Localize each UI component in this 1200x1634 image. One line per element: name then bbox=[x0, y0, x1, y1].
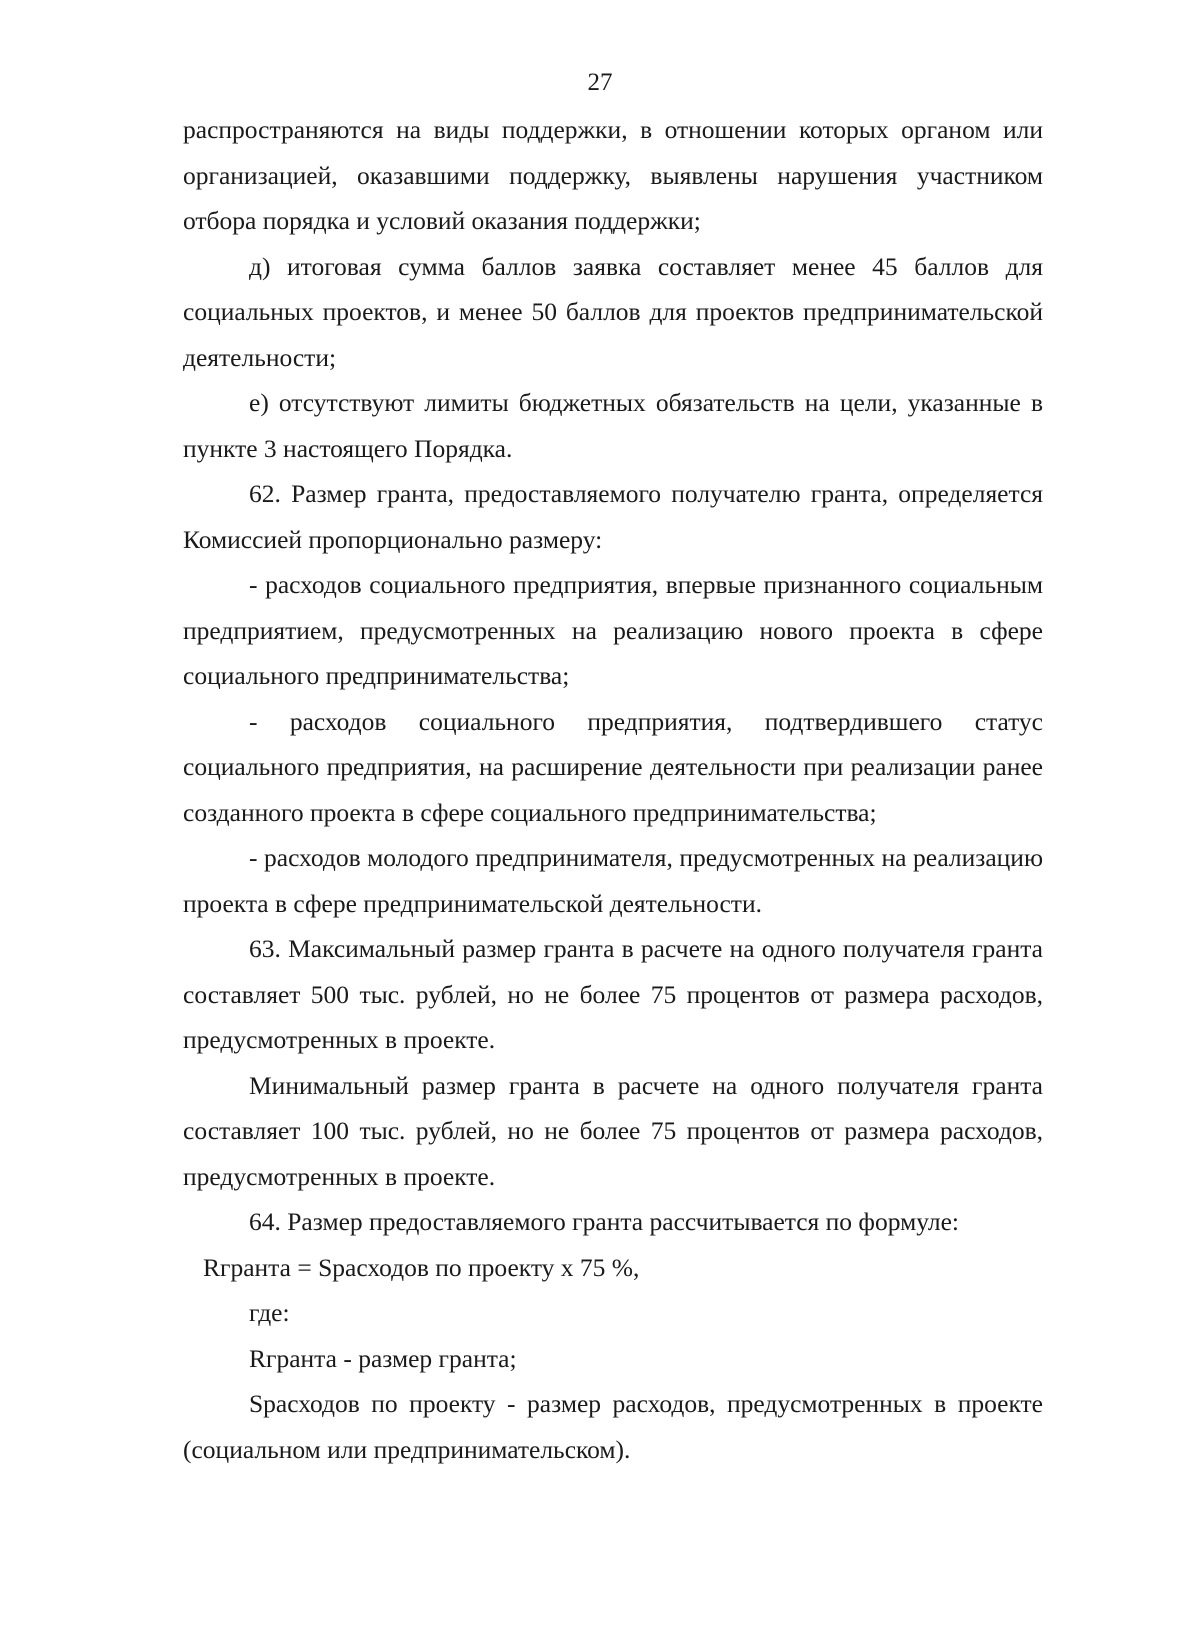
list-item-social-confirmed: - расходов социального предприятия, подтвердившего статус социального предприятия, на расширение деятельности при реализации ранее созданного проекта в сфере социального предпринимательства; bbox=[183, 706, 1043, 827]
paragraph-continuation: распространяются на виды поддержки, в отношении которых органом или организацией, оказавшими поддержку, выявлены нарушения участником отбора порядка и условий оказания поддержки; bbox=[183, 115, 1043, 235]
paragraph-minimum-grant: Минимальный размер гранта в расчете на одного получателя гранта составляет 100 тыс. рублей, но не более 75 процентов от размера расходов, предусмотренных в проекте. bbox=[183, 1070, 1043, 1191]
paragraph-r-definition: Rгранта - размер гранта; bbox=[249, 1343, 517, 1373]
list-item-social-new: - расходов социального предприятия, впервые признанного социальным предприятием, предусмотренных на реализацию нового проекта в сфере социального предпринимательства; bbox=[183, 570, 1043, 690]
paragraph-64: 64. Размер предоставляемого гранта рассчитывается по формуле: bbox=[249, 1207, 959, 1236]
paragraph-63: 63. Максимальный размер гранта в расчете на одного получателя гранта составляет 500 тыс. рублей, но не более 75 процентов от размера расходов, предусмотренных в проекте. bbox=[183, 934, 1043, 1054]
page-number: 27 bbox=[587, 69, 613, 96]
paragraph-s-definition: Sрасходов по проекту - размер расходов, предусмотренных в проекте (социальном или предпринимательском). bbox=[183, 1389, 1043, 1464]
paragraph-62: 62. Размер гранта, предоставляемого получателю гранта, определяется Комиссией пропорционально размеру: bbox=[183, 479, 1043, 554]
paragraph-where: где: bbox=[249, 1298, 290, 1327]
list-item-young-entrepreneur: - расходов молодого предпринимателя, предусмотренных на реализацию проекта в сфере предпринимательской деятельности. bbox=[183, 843, 1043, 918]
grant-formula: Rгранта = Sрасходов по проекту x 75 %, bbox=[203, 1252, 640, 1282]
paragraph-item-e: е) отсутствуют лимиты бюджетных обязательств на цели, указанные в пункте 3 настоящего Порядка. bbox=[183, 388, 1043, 463]
paragraph-item-d: д) итоговая сумма баллов заявка составляет менее 45 баллов для социальных проектов, и менее 50 баллов для проектов предпринимательской деятельности; bbox=[183, 251, 1043, 372]
document-body bbox=[183, 107, 1043, 1472]
